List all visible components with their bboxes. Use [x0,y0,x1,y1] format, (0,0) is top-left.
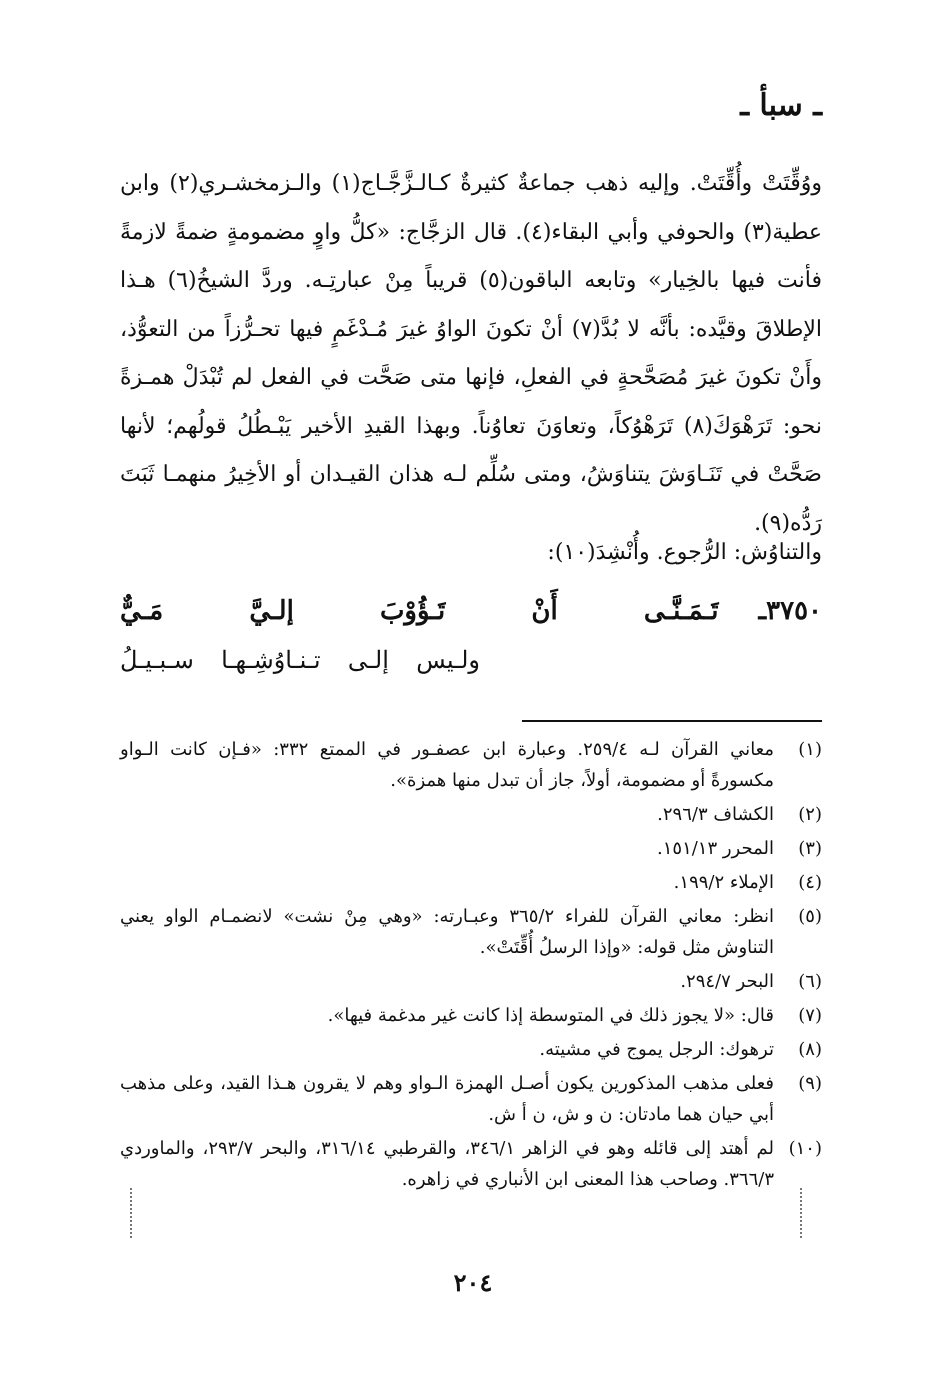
footnote-text: البحر ٢٩٤/٧. [680,971,774,992]
footnote-separator [522,720,822,722]
footnote-text: الكشاف ٢٩٦/٣. [657,804,774,825]
verse-first-hemistich: تَـمَـنَّـى أَنْ تَـؤُوْبَ إلـيَّ مَـيٌّ [120,596,719,626]
footnote-number: (٧) [798,1005,822,1026]
gloss-line: والتناوُش: الرُّجوع. وأُنْشِدَ(١٠): [547,540,822,565]
footnote-number: (٩) [798,1073,822,1094]
footnote-number: (٣) [798,838,822,859]
footnote-number: (٨) [798,1039,822,1060]
footnote-text: معاني القرآن لـه ٢٥٩/٤. وعبارة ابن عصفـور في الممتع ٣٣٢: «فـإن كانت الـواو مكسورةً أو مضمومة، أولاً، جاز أن تبدل منها همزة». [120,739,775,791]
footnote-number: (٤) [798,872,822,893]
verse-second-hemistich: ولـيس إلـى تـنـاوُشِـهـا سـبـيـلُ [120,646,480,674]
margin-mark [800,1188,802,1238]
footnote [120,734,822,796]
footnote-text: المحرر ١٥١/١٣. [657,838,774,859]
footnote [120,901,822,963]
footnote [120,966,822,997]
body-paragraph: ووُقِّتَتْ وأُقِّتَتْ. وإليه ذهب جماعةٌ كثيرةٌ كـالـزَّجَّـاج(١) والـزمخشـري(٢) وابن عطية(٣) والحوفي وأبي البقاء(٤). قال الزجَّاج: «كلُّ واوٍ مضمومةٍ ضمةً لازمةً فأنت فيها بالخِيار» وتابعه الباقون(٥) قريباً مِنْ عبارتِـه. وردَّ الشيخُ(٦) هـذا الإطلاقَ وقيَّده: بأنَّه لا بُدَّ(٧) أنْ تكونَ الواوُ غيرَ مُـدْغَمٍ فيها تحـرُّزاً من التعوُّذ، وأَنْ تكونَ غيرَ مُصَحَّحةٍ في الفعلِ، فإنها متى صَحَّت في الفعل لم تُبْدَلْ همـزةً نحو: تَرَهْوَكَ(٨) تَرَهْوُكاً، وتعاوَنَ تعاوُناً. وبهذا القيدِ الأخير يَبْـطُلُ قولُهم؛ لأنها صَحَّتْ في تَنَـاوَشَ يتناوَشُ، ومتى سُلِّم لـه هذان القيـدان أو الأخِيرُ منهمـا ثَبَتَ رَدُّه(٩). [120,171,822,536]
footnote-number: (٥) [798,906,822,927]
main-text [120,160,822,548]
verse-number: ٣٧٥٠ـ [758,596,822,626]
footnote [120,833,822,864]
footnote-text: ترهوك: الرجل يموج في مشيته. [539,1039,774,1060]
footnote [120,799,822,830]
verse-first-line [120,596,822,626]
footnote [120,1068,822,1130]
footnote-number: (١) [798,739,822,760]
footnote-text: قال: «لا يجوز ذلك في المتوسطة إذا كانت غير مدغمة فيها». [327,1005,774,1026]
margin-mark [130,1188,132,1238]
footnote-text: لم أهتد إلى قائله وهو في الزاهر ٣٤٦/١، والقرطبي ٣١٦/١٤، والبحر ٢٩٣/٧، والماوردي ٣٦٦/٣. وصاحب هذا المعنى ابن الأنباري في زاهره. [120,1138,774,1190]
footnote-text: فعلى مذهب المذكورين يكون أصـل الهمزة الـواو وهم لا يقرون هـذا القيد، وعلى مذهب أبي حيان هما مادتان: ن و ش، ن أ ش. [120,1073,774,1125]
footnote [120,1133,822,1195]
page-number: ٢٠٤ [453,1268,493,1297]
running-header: ـ سبأ ـ [740,88,822,123]
footnote [120,1000,822,1031]
footnote [120,1034,822,1065]
footnote-number: (٢) [798,804,822,825]
footnote-text: الإملاء ١٩٩/٢. [673,872,774,893]
footnote-text: انظر: معاني القرآن للفراء ٣٦٥/٢ وعبـارته: «وهي مِنْ نشت» لانضمـام الواو يعني التناوش مثل قوله: «وإذا الرسلُ أُقِّتَتْ». [120,906,774,958]
footnote-number: (٦) [798,971,822,992]
footnotes [120,734,822,1198]
footnote-number: (١٠) [788,1138,822,1159]
footnote [120,867,822,898]
